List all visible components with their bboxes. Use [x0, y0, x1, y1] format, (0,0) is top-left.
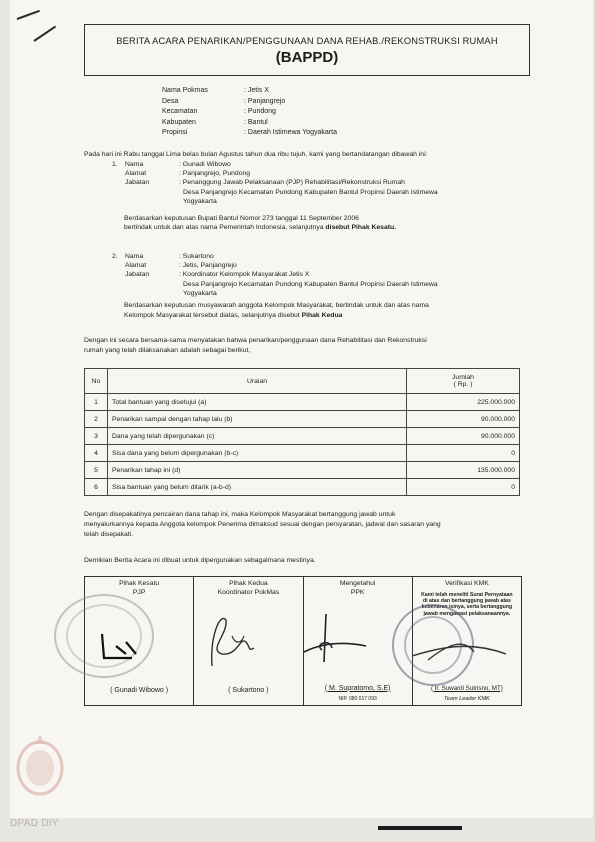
party-label: Alamat — [125, 170, 147, 178]
financial-table — [84, 368, 520, 496]
signatory-name: ( Sukartono ) — [228, 686, 269, 694]
table-row — [85, 411, 520, 428]
cell-no: 1 — [85, 394, 108, 411]
statement-text-line2: rumah yang telah dilaksanakan adalah sebagai berikut, — [84, 347, 251, 354]
signature-role-sub: PJP — [132, 588, 146, 596]
meta-label: Kabupaten — [162, 118, 196, 126]
cell-no: 3 — [85, 428, 108, 445]
table-row — [85, 445, 520, 462]
party-row — [112, 169, 522, 178]
signature-role: Verifikasi KMK — [444, 580, 489, 587]
cell-no: 5 — [85, 462, 108, 479]
party-label: Alamat — [125, 262, 147, 270]
meta-row — [162, 86, 337, 97]
closing-text-line3: telah disepakati. — [84, 531, 134, 538]
party-value: : Koordinator Kelompok Masyarakat Jetis X — [179, 271, 310, 279]
party-value: : Gunadi Wibowo — [179, 161, 231, 168]
header-jumlah — [407, 369, 520, 394]
scan-edge-bar — [378, 826, 462, 830]
meta-row — [162, 118, 337, 129]
cell-jumlah: 90.000.000 — [407, 411, 520, 428]
cell-no: 6 — [85, 479, 108, 496]
party-one-basis: Berdasarkan keputusan Bupati Bantul Nomor 273 tanggal 11 September 2006 — [124, 215, 359, 222]
basis-bold-text: Pihak Kedua — [301, 312, 343, 319]
meta-label: Propinsi — [162, 129, 188, 136]
cell-uraian: Dana yang telah dipergunakan (c) — [108, 428, 407, 445]
party-row — [112, 261, 522, 270]
document-subtitle: (BAPPD) — [275, 49, 339, 66]
meta-row — [162, 97, 337, 108]
cell-jumlah: 0 — [407, 479, 520, 496]
meta-value: : Jetis X — [244, 87, 269, 94]
signature-role-sub: PPK — [350, 588, 365, 596]
header-uraian: Uraian — [108, 369, 407, 394]
signature-role: Mengetahui — [339, 580, 376, 587]
party-two — [112, 252, 522, 298]
party-row — [112, 280, 522, 289]
header-no: No — [85, 369, 108, 394]
meta-row — [162, 128, 337, 139]
statement-text: Dengan ini secara bersama-sama menyatakan bahwa penarikan/penggunaan dana Rehabilitasi dan Rekonstruksi — [84, 337, 427, 344]
party-value: : Jetis, Panjangrejo — [179, 262, 237, 270]
signature-kmk — [408, 630, 508, 670]
cell-uraian: Penarikan tahap ini (d) — [108, 462, 407, 479]
party-row — [112, 160, 522, 169]
party-value: Desa Panjangrejo Kecamatan Pundong Kabupaten Bantul Propinsi Daerah Istimewa — [183, 280, 438, 288]
intro-text: Pada hari ini Rabu tanggal Lima belas bulan Agustus tahun dua ribu tujuh, kami yang bertandatangan dibawah ini: — [84, 151, 428, 158]
meta-label: Desa — [162, 97, 179, 105]
signature-supratomo — [296, 610, 372, 670]
cell-jumlah: 0 — [407, 445, 520, 462]
cell-uraian: Sisa dana yang belum dipergunakan (b-c) — [108, 445, 407, 462]
watermark-text: DPAD DIY — [10, 818, 59, 829]
signatory-name: ( M. Supratomo, S.E) — [324, 684, 391, 692]
signature-role-sub: Koordinator PokMas — [217, 588, 280, 596]
table-row — [85, 479, 520, 496]
party-row — [112, 270, 522, 279]
table-row — [85, 394, 520, 411]
meta-row — [162, 107, 337, 118]
closing-text-line2: menyalurkannya kepada Anggota kelompok Penerima dimaksud sesuai dengan persyaratan, jadwal dan sasaran yang — [84, 521, 441, 528]
closing-text: Dengan disepakatinya pencairan dana tahap ini, maka Kelompok Masyarakat bertanggung jawab untuk — [84, 511, 396, 518]
party-value: Yogyakarta — [183, 289, 217, 297]
cell-uraian: Penarikan sampai dengan tahap lalu (b) — [108, 411, 407, 428]
signature-gunadi — [92, 628, 152, 668]
basis-text: Kelompok Masyarakat tersebut diatas, selanjutnya disebut — [124, 312, 302, 319]
cell-no: 2 — [85, 411, 108, 428]
signature-role: Pihak Kesatu — [119, 580, 160, 587]
signature-sukartono — [198, 606, 268, 670]
cell-no: 4 — [85, 445, 108, 462]
signatory-name: ( Ir. Suwardi Sutrisno, MT) — [430, 684, 503, 692]
header-jumlah-label: Jumlah — [452, 374, 474, 381]
party-value: Desa Panjangrejo Kecamatan Pundong Kabupaten Bantul Propinsi Daerah Istimewa — [183, 188, 438, 196]
meta-value: : Pundong — [244, 108, 276, 115]
party-label: Nama — [125, 161, 144, 168]
signatory-name: ( Gunadi Wibowo ) — [110, 686, 169, 694]
table-header-row — [85, 369, 520, 394]
meta-label: Nama Pokmas — [162, 87, 208, 94]
party-number: 1. — [112, 161, 118, 168]
party-row — [112, 289, 522, 298]
party-label: Nama — [125, 253, 144, 260]
party-row — [112, 178, 522, 187]
cell-jumlah: 90.000.000 — [407, 428, 520, 445]
signatory-nip: NIP. 080 017 093 — [338, 695, 377, 702]
header-jumlah-unit: ( Rp. ) — [453, 381, 473, 388]
pokmas-info — [162, 86, 337, 139]
party-value: Yogyakarta — [183, 197, 217, 205]
basis-text: bertindak untuk dan atas nama Pemerintah Indonesia, selanjutnya — [124, 224, 326, 231]
meta-value: : Daerah Istimewa Yogyakarta — [244, 129, 337, 136]
party-one-basis-line2 — [124, 223, 396, 232]
meta-label: Kecamatan — [162, 108, 198, 115]
table-row — [85, 462, 520, 479]
cell-jumlah: 225.000.000 — [407, 394, 520, 411]
party-value: : Panjangrejo, Pundong — [179, 170, 251, 178]
meta-value: : Panjangrejo — [244, 97, 286, 105]
party-row — [112, 197, 522, 206]
dpad-seal-watermark — [14, 730, 66, 798]
party-two-basis-line2 — [124, 311, 342, 320]
party-two-basis: Berdasarkan keputusan musyawarah anggota Kelompok Masyarakat, bertindak untuk dan atas nama — [124, 302, 429, 309]
table-row — [85, 428, 520, 445]
closing-statement: Demikian Berita Acara ini dibuat untuk dipergunakan sebagaimana mestinya. — [84, 557, 316, 564]
party-value: : Penanggung Jawab Pelaksanaan (PJP) Rehabilitasi/Rekonstruksi Rumah — [179, 179, 405, 187]
party-value: : Sukartono — [179, 253, 214, 260]
party-row — [112, 252, 522, 261]
verification-note: Kami telah meneliti Surat Pernyataan di atas dan bertanggung jawab atas kebenaran isinya, serta bertanggung jawab mengawasi pelaksanaannya. — [421, 591, 513, 617]
signatory-title: Team Leader KMK — [444, 695, 490, 702]
party-label: Jabatan — [125, 271, 150, 279]
basis-bold-text: disebut Pihak Kesatu. — [325, 224, 397, 231]
document-title: BERITA ACARA PENARIKAN/PENGGUNAAN DANA REHAB./REKONSTRUKSI RUMAH — [116, 36, 498, 46]
party-one — [112, 160, 522, 206]
document-title-box — [84, 24, 530, 76]
meta-value: : Bantul — [244, 118, 268, 126]
party-number: 2. — [112, 253, 118, 260]
cell-jumlah: 135.000.000 — [407, 462, 520, 479]
cell-uraian: Total bantuan yang disetujui (a) — [108, 394, 407, 411]
cell-uraian: Sisa bantuan yang belum ditarik (a-b-d) — [108, 479, 407, 496]
signature-role: Pihak Kedua — [229, 580, 268, 587]
party-row — [112, 188, 522, 197]
party-label: Jabatan — [125, 179, 150, 187]
